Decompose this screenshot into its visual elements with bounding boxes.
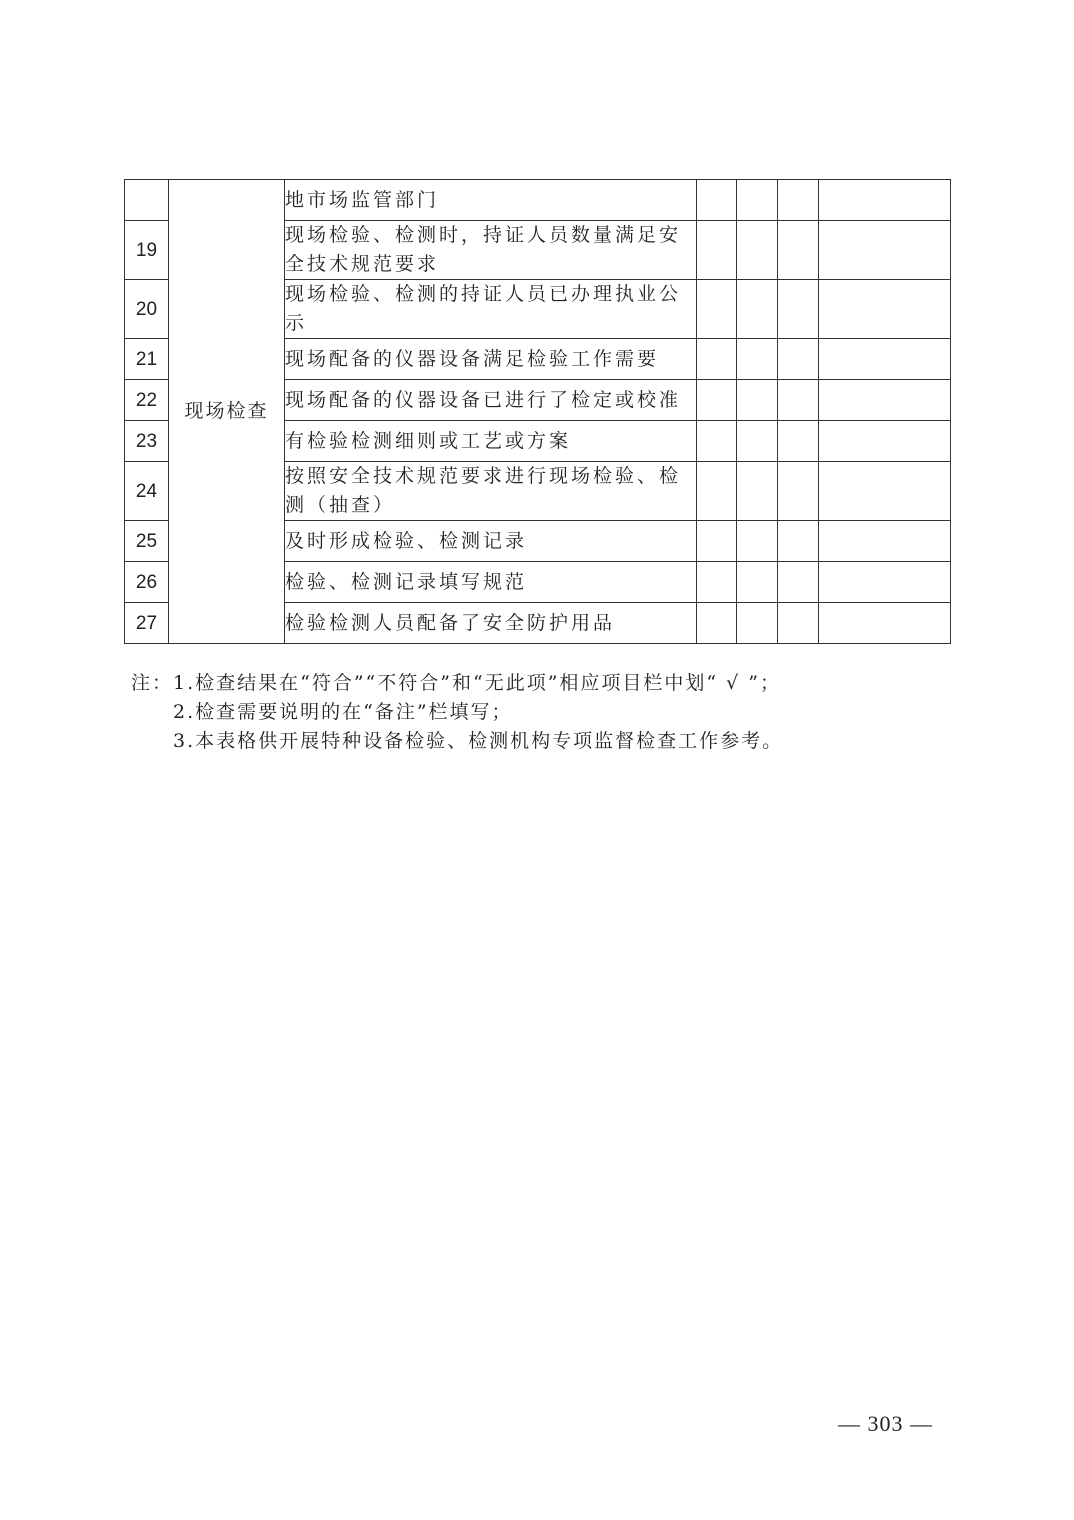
result-na-cell[interactable] [778, 180, 819, 221]
table-row [125, 180, 951, 221]
result-conform-cell[interactable] [697, 380, 737, 421]
remarks-cell[interactable] [819, 221, 951, 280]
check-item: 现场检验、检测时，持证人员数量满足安全技术规范要求 [285, 221, 697, 280]
result-conform-cell[interactable] [697, 562, 737, 603]
row-number: 26 [125, 562, 169, 603]
remarks-cell[interactable] [819, 603, 951, 644]
result-na-cell[interactable] [778, 562, 819, 603]
result-na-cell[interactable] [778, 380, 819, 421]
result-conform-cell[interactable] [697, 221, 737, 280]
result-na-cell[interactable] [778, 521, 819, 562]
check-item: 地市场监管部门 [285, 180, 697, 221]
row-number: 24 [125, 462, 169, 521]
category-cell: 现场检查 [169, 180, 285, 644]
remarks-cell[interactable] [819, 380, 951, 421]
result-nonconform-cell[interactable] [737, 180, 778, 221]
result-na-cell[interactable] [778, 603, 819, 644]
row-number: 21 [125, 339, 169, 380]
check-item: 及时形成检验、检测记录 [285, 521, 697, 562]
check-item: 现场配备的仪器设备已进行了检定或校准 [285, 380, 697, 421]
note-line-2: 2.检查需要说明的在“备注”栏填写； [173, 701, 513, 723]
result-conform-cell[interactable] [697, 280, 737, 339]
row-number: 20 [125, 280, 169, 339]
table-notes [131, 669, 931, 756]
result-nonconform-cell[interactable] [737, 380, 778, 421]
remarks-cell[interactable] [819, 280, 951, 339]
result-conform-cell[interactable] [697, 603, 737, 644]
check-item: 有检验检测细则或工艺或方案 [285, 421, 697, 462]
check-item: 检验、检测记录填写规范 [285, 562, 697, 603]
result-conform-cell[interactable] [697, 462, 737, 521]
result-na-cell[interactable] [778, 421, 819, 462]
note-line-3: 3.本表格供开展特种设备检验、检测机构专项监督检查工作参考。 [173, 730, 784, 752]
remarks-cell[interactable] [819, 562, 951, 603]
row-number: 19 [125, 221, 169, 280]
result-nonconform-cell[interactable] [737, 603, 778, 644]
result-na-cell[interactable] [778, 280, 819, 339]
row-number: 25 [125, 521, 169, 562]
result-nonconform-cell[interactable] [737, 339, 778, 380]
remarks-cell[interactable] [819, 462, 951, 521]
result-nonconform-cell[interactable] [737, 521, 778, 562]
remarks-cell[interactable] [819, 180, 951, 221]
result-nonconform-cell[interactable] [737, 221, 778, 280]
check-item: 检验检测人员配备了安全防护用品 [285, 603, 697, 644]
row-number: 22 [125, 380, 169, 421]
result-na-cell[interactable] [778, 339, 819, 380]
row-number [125, 180, 169, 221]
check-item: 现场配备的仪器设备满足检验工作需要 [285, 339, 697, 380]
check-item: 按照安全技术规范要求进行现场检验、检测（抽查） [285, 462, 697, 521]
inspection-checklist-table [124, 179, 951, 644]
result-nonconform-cell[interactable] [737, 462, 778, 521]
result-na-cell[interactable] [778, 221, 819, 280]
result-conform-cell[interactable] [697, 521, 737, 562]
remarks-cell[interactable] [819, 421, 951, 462]
remarks-cell[interactable] [819, 339, 951, 380]
result-nonconform-cell[interactable] [737, 280, 778, 339]
remarks-cell[interactable] [819, 521, 951, 562]
note-line-1: 注：1.检查结果在“符合”“不符合”和“无此项”相应项目栏中划“ √ ”； [131, 672, 782, 694]
result-conform-cell[interactable] [697, 339, 737, 380]
row-number: 23 [125, 421, 169, 462]
check-item: 现场检验、检测的持证人员已办理执业公示 [285, 280, 697, 339]
row-number: 27 [125, 603, 169, 644]
result-conform-cell[interactable] [697, 421, 737, 462]
page-number: — 303 — [838, 1411, 933, 1436]
result-na-cell[interactable] [778, 462, 819, 521]
result-nonconform-cell[interactable] [737, 421, 778, 462]
result-conform-cell[interactable] [697, 180, 737, 221]
result-nonconform-cell[interactable] [737, 562, 778, 603]
